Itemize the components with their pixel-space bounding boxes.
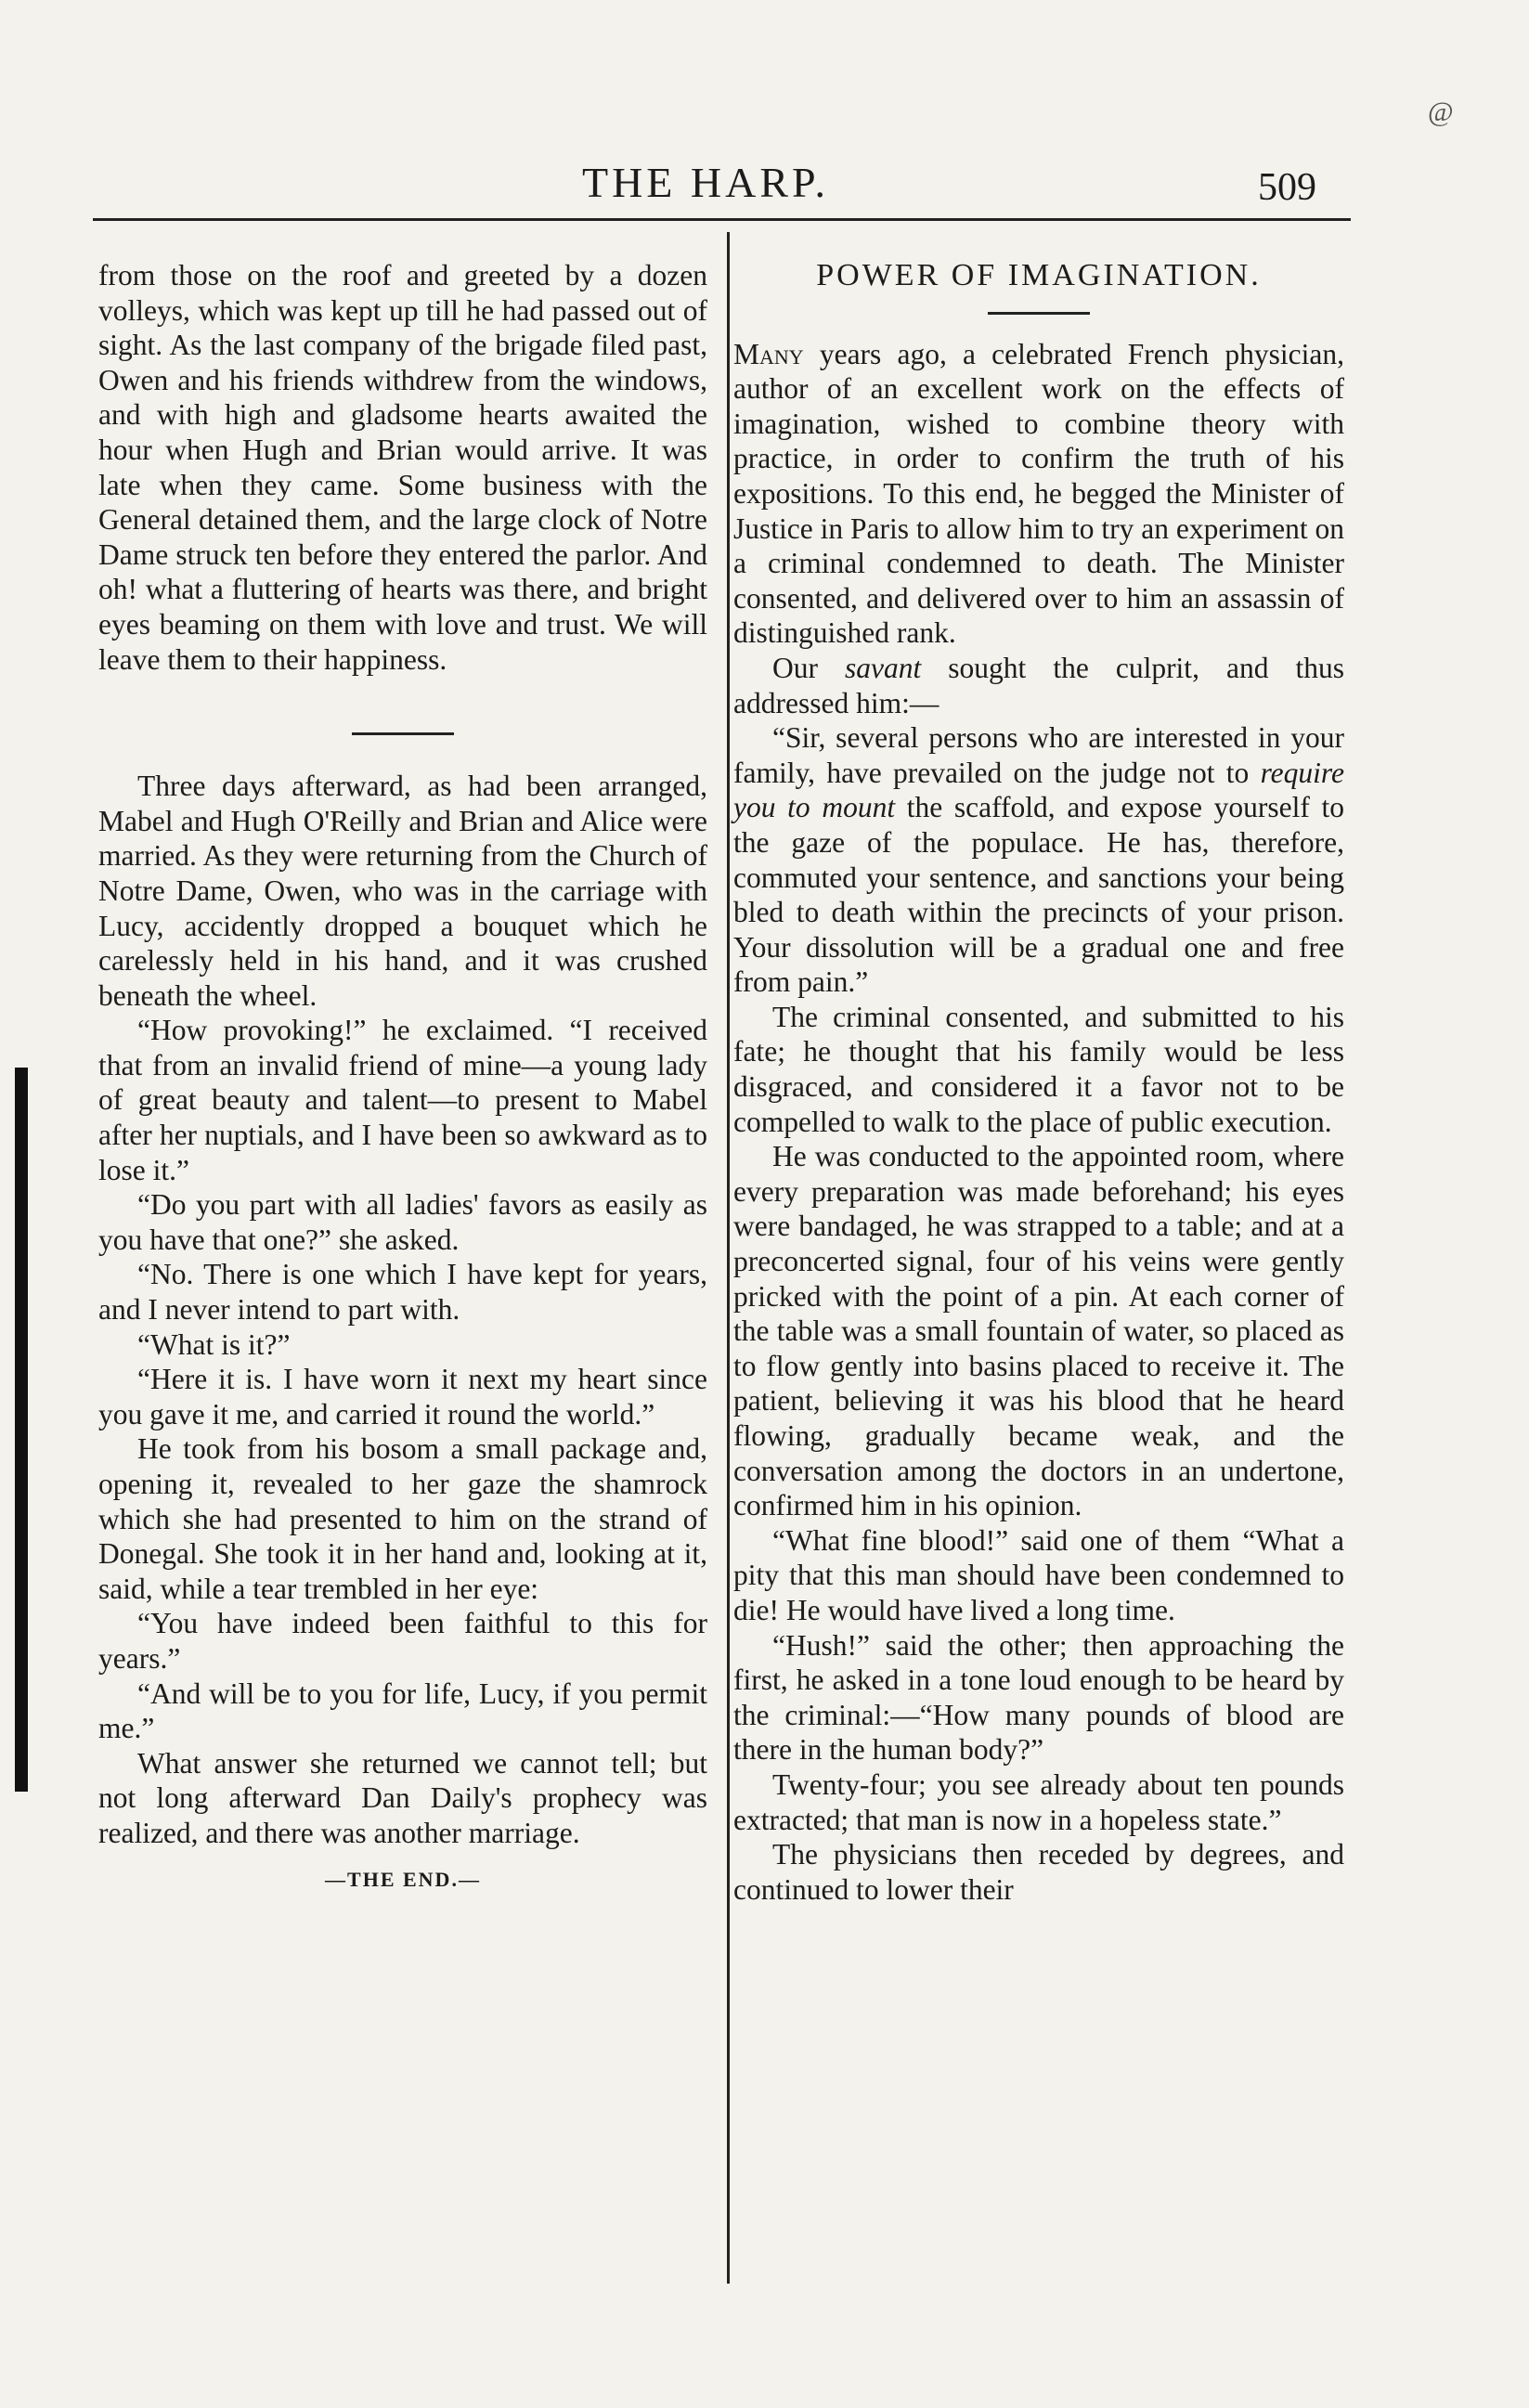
paragraph — [733, 337, 1344, 651]
paragraph: The physicians then receded by degrees, and continued to lower their — [733, 1838, 1344, 1906]
right-column — [733, 258, 1344, 1907]
paragraph: “And will be to you for life, Lucy, if you permit me.” — [98, 1677, 707, 1745]
paragraph: “Do you part with all ladies' favors as easily as you have that one?” she asked. — [98, 1188, 707, 1256]
paragraph: “Here it is. I have worn it next my heart since you gave it me, and carried it round the world.” — [98, 1363, 707, 1431]
paragraph: What answer she returned we cannot tell; but not long afterward Dan Daily's prophecy was realized, and there was another marriage. — [98, 1746, 707, 1849]
italic-phrase: require you to mount — [733, 756, 1344, 824]
corner-mark: @ — [1428, 97, 1454, 127]
paragraph: “You have indeed been faithful to this for years.” — [98, 1607, 707, 1675]
page-number: 509 — [1258, 166, 1316, 209]
paragraph-text: Our — [772, 651, 846, 684]
header-rule — [93, 218, 1351, 221]
title-separator — [988, 312, 1090, 315]
paragraph-text: “Sir, several persons who are interested in your family, have prevailed on the judge not to — [733, 721, 1344, 789]
left-column — [98, 258, 707, 1897]
section-separator — [352, 732, 454, 735]
paragraph: The criminal consented, and submitted to his fate; he thought that his family would be less disgraced, and considered it a favor not to be compelled to walk to the place of public execution. — [733, 1000, 1344, 1138]
end-mark: —THE END.— — [325, 1867, 481, 1891]
paragraph: “What is it?” — [137, 1327, 291, 1361]
paragraph: He took from his bosom a small package and, opening it, revealed to her gaze the shamrock which she had presented to him on the strand of Donegal. She took it in her hand and, looking at it, said, while a tear trembled in her eye: — [98, 1432, 707, 1605]
column-divider — [727, 232, 730, 2284]
margin-bar — [15, 1068, 28, 1792]
drop-word: Many — [733, 337, 804, 370]
paragraph: “No. There is one which I have kept for years, and I never intend to part with. — [98, 1258, 707, 1327]
paragraph: He was conducted to the appointed room, where every preparation was made beforehand; his eyes were bandaged, he was strapped to a table; and at a preconcerted signal, four of his veins were gently pricked with the point of a pin. At each corner of the table was a small fountain of water, so placed as to flow gently into basins placed to receive it. The patient, believing it was his blood that he heard flowing, gradually became weak, and the conversation among the doctors in an undertone, confirmed him in his opinion. — [733, 1140, 1344, 1522]
paragraph-text: the scaffold, and expose yourself to the gaze of the populace. He has, therefore, commuted your sentence, and sanctions your being bled to death within the precincts of your prison. Your dissolution will be a gradual one and free from pain.” — [733, 791, 1345, 999]
italic-word: savant — [845, 651, 922, 684]
page-header-title: THE HARP. — [581, 159, 830, 206]
paragraph: “What fine blood!” said one of them “What a pity that this man should have been condemned to die! He would have lived a long time. — [733, 1523, 1344, 1626]
paragraph — [733, 720, 1344, 1000]
paragraph-text: sought the culprit, and thus addressed him:— — [733, 651, 1344, 719]
paragraph — [733, 651, 1344, 720]
paragraph: from those on the roof and greeted by a dozen volleys, which was kept up till he had passed out of sight. As the last company of the brigade filed past, Owen and his friends withdrew from the windows, and with high and gladsome hearts awaited the hour when Hugh and Brian would arrive. It was late when they came. Some business with the General detained them, and the large clock of Notre Dame struck ten before they entered the parlor. And oh! what a fluttering of hearts was there, and bright eyes beaming on them with love and trust. We will leave them to their happiness. — [98, 259, 707, 676]
paragraph-text: years ago, a celebrated French physician, author of an excellent work on the effects of imagination, wished to combine theory with practice, in order to confirm the truth of his expositions. To this end, he begged the Minister of Justice in Paris to allow him to try an experiment on a criminal condemned to death. The Minister consented, and delivered over to him an assassin of distinguished rank. — [733, 337, 1344, 650]
paragraph: Three days afterward, as had been arranged, Mabel and Hugh O'Reilly and Brian and Alice were married. As they were returning from the Church of Notre Dame, Owen, who was in the carriage with Lucy, accidently dropped a bouquet which he carelessly held in his hand, and it was crushed beneath the wheel. — [98, 770, 707, 1012]
article-title: POWER OF IMAGINATION. — [816, 258, 1262, 292]
paragraph: Twenty-four; you see already about ten pounds extracted; that man is now in a hopeless state.” — [733, 1767, 1344, 1836]
paragraph: “How provoking!” he exclaimed. “I received that from an invalid friend of mine—a young lady of great beauty and talent—to present to Mabel after her nuptials, and I have been so awkward as to lose it.” — [98, 1014, 707, 1186]
paragraph: “Hush!” said the other; then approaching the first, he asked in a tone loud enough to be heard by the criminal:—“How many pounds of blood are there in the human body?” — [733, 1628, 1344, 1767]
